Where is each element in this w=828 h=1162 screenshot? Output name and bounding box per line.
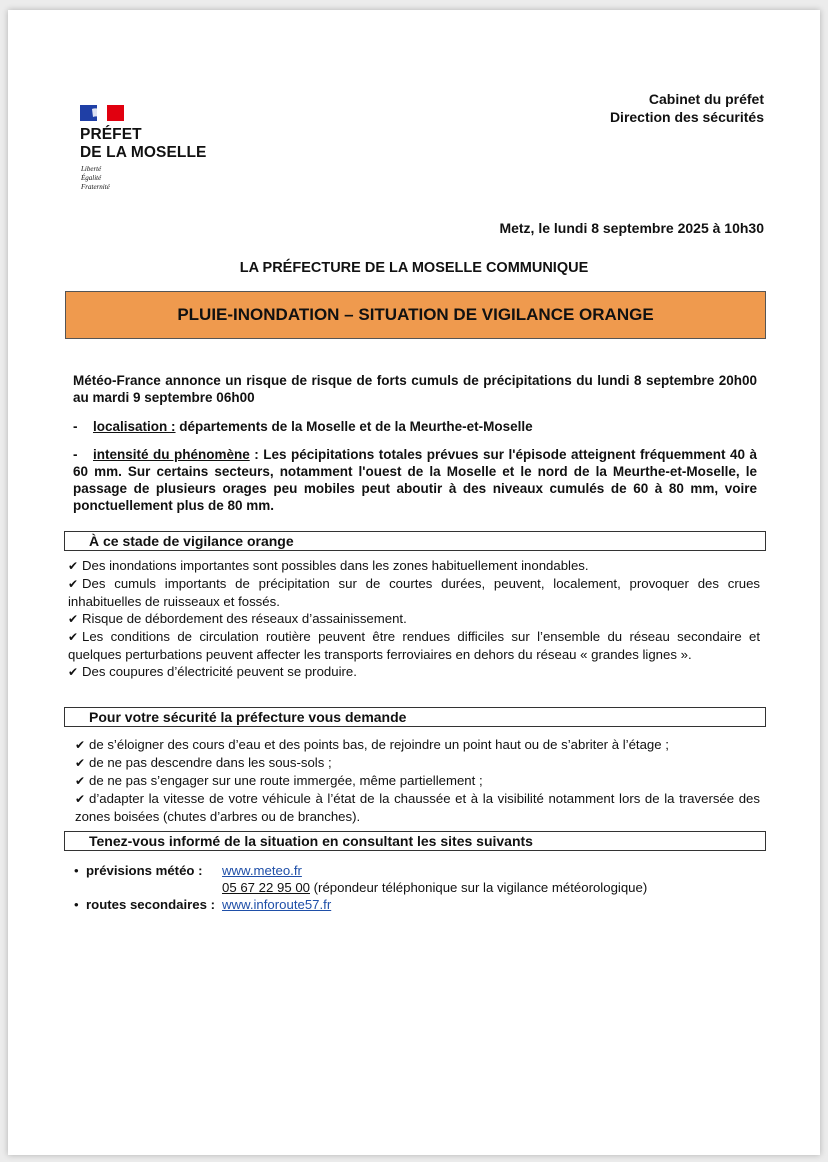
check-icon: ✔ bbox=[68, 559, 79, 573]
securite-list bbox=[75, 736, 760, 825]
communique-title: LA PRÉFECTURE DE LA MOSELLE COMMUNIQUE bbox=[239, 260, 589, 276]
intro-paragraph: Météo-France annonce un risque de risque de forts cumuls de précipitations du lundi 8 septembre 20h00 au mardi 9 septembre 06h00 bbox=[73, 373, 757, 405]
check-icon: ✔ bbox=[68, 630, 79, 644]
phone-line bbox=[222, 879, 647, 896]
dash-marker: - bbox=[73, 419, 78, 434]
document-page bbox=[8, 10, 820, 1155]
logo-line-1: PRÉFET bbox=[80, 126, 142, 143]
vigilance-banner-text: PLUIE-INONDATION – SITUATION DE VIGILANCE ORANGE bbox=[177, 305, 654, 324]
marianne-logo-icon bbox=[80, 105, 124, 121]
localisation-item bbox=[73, 418, 757, 435]
list-item: ✔ d’adapter la vitesse de votre véhicule à l’état de la chaussée et à la visibilité notamment lors de la traversée des zones boisées (chutes d’arbres ou de branches). bbox=[75, 791, 760, 824]
list-item: ✔ Les conditions de circulation routière peuvent être rendues difficiles sur l’ensemble du réseau secondaire et quelques perturbations peuvent affecter les transports ferroviaires en dehors du réseau « grandes lignes ». bbox=[68, 629, 760, 662]
phone-number: 05 67 22 95 00 bbox=[222, 880, 310, 895]
check-icon: ✔ bbox=[68, 665, 79, 679]
meteo-link[interactable]: www.meteo.fr bbox=[222, 863, 302, 878]
check-icon: ✔ bbox=[75, 756, 86, 770]
logo-title bbox=[80, 126, 206, 162]
section-securite-title: Pour votre sécurité la préfecture vous demande bbox=[89, 709, 407, 725]
list-item: ✔ de s’éloigner des cours d’eau et des points bas, de rejoindre un point haut ou de s’abriter à l’étage ; bbox=[75, 737, 669, 752]
check-icon: ✔ bbox=[68, 612, 79, 626]
bullet-icon: • bbox=[74, 897, 79, 912]
intensite-label: intensité du phénomène bbox=[93, 447, 250, 462]
section-informe-title: Tenez-vous informé de la situation en consultant les sites suivants bbox=[89, 833, 533, 849]
cabinet-header bbox=[610, 90, 764, 126]
motto-egalite: Égalité bbox=[81, 174, 102, 182]
routes-row bbox=[74, 896, 774, 913]
sites-list bbox=[74, 862, 774, 913]
list-item: ✔ Des inondations importantes sont possibles dans les zones habituellement inondables. bbox=[68, 558, 589, 573]
localisation-text: départements de la Moselle et de la Meurthe-et-Moselle bbox=[175, 419, 533, 434]
check-icon: ✔ bbox=[75, 792, 86, 806]
logo-motto bbox=[81, 165, 110, 192]
phone-note: (répondeur téléphonique sur la vigilance météorologique) bbox=[310, 880, 648, 895]
section-informe-header bbox=[64, 831, 766, 851]
routes-link[interactable]: www.inforoute57.fr bbox=[222, 897, 332, 912]
list-item: ✔ Des cumuls importants de précipitation sur de courtes durées, peuvent, localement, provoquer des crues inhabituelles de ruisseaux et fossés. bbox=[68, 576, 760, 609]
section-securite-header bbox=[64, 707, 766, 727]
cabinet-line-2: Direction des sécurités bbox=[609, 109, 764, 125]
bullet-icon: • bbox=[74, 863, 79, 878]
phone-row bbox=[74, 879, 774, 896]
dateline: Metz, le lundi 8 septembre 2025 à 10h30 bbox=[499, 220, 764, 236]
intensite-text: : Les pécipitations totales prévues sur l'épisode atteignent fréquemment 40 à 60 mm. Sur certains secteurs, notamment l'ouest de la Moselle et le nord de la Meurthe-et-Moselle, le passage de plusieurs orages peu mobiles peut aboutir à des niveaux cumulés de 60 à 80 mm, voire ponctuellement plus de 80 mm. bbox=[73, 447, 757, 513]
motto-liberte: Liberté bbox=[81, 165, 102, 173]
check-icon: ✔ bbox=[75, 738, 86, 752]
check-icon: ✔ bbox=[75, 774, 86, 788]
vigilance-list bbox=[68, 557, 760, 681]
meteo-label: prévisions météo : bbox=[86, 863, 203, 878]
intensite-item bbox=[73, 446, 757, 514]
cabinet-line-1: Cabinet du préfet bbox=[648, 91, 764, 107]
logo-line-2: DE LA MOSELLE bbox=[80, 144, 207, 161]
routes-label: routes secondaires : bbox=[86, 897, 215, 912]
list-item: ✔ Des coupures d’électricité peuvent se produire. bbox=[68, 664, 357, 679]
dash-marker: - bbox=[73, 447, 78, 462]
list-item: ✔ de ne pas s’engager sur une route immergée, même partiellement ; bbox=[75, 773, 483, 788]
section-vigilance-title: À ce stade de vigilance orange bbox=[89, 533, 294, 549]
motto-fraternite: Fraternité bbox=[81, 183, 110, 191]
localisation-label: localisation : bbox=[93, 419, 176, 434]
list-item: ✔ de ne pas descendre dans les sous-sols ; bbox=[75, 755, 332, 770]
list-item: ✔ Risque de débordement des réseaux d’assainissement. bbox=[68, 611, 407, 626]
meteo-row bbox=[74, 862, 774, 879]
check-icon: ✔ bbox=[68, 577, 79, 591]
section-vigilance-header bbox=[64, 531, 766, 551]
vigilance-banner bbox=[65, 291, 766, 339]
